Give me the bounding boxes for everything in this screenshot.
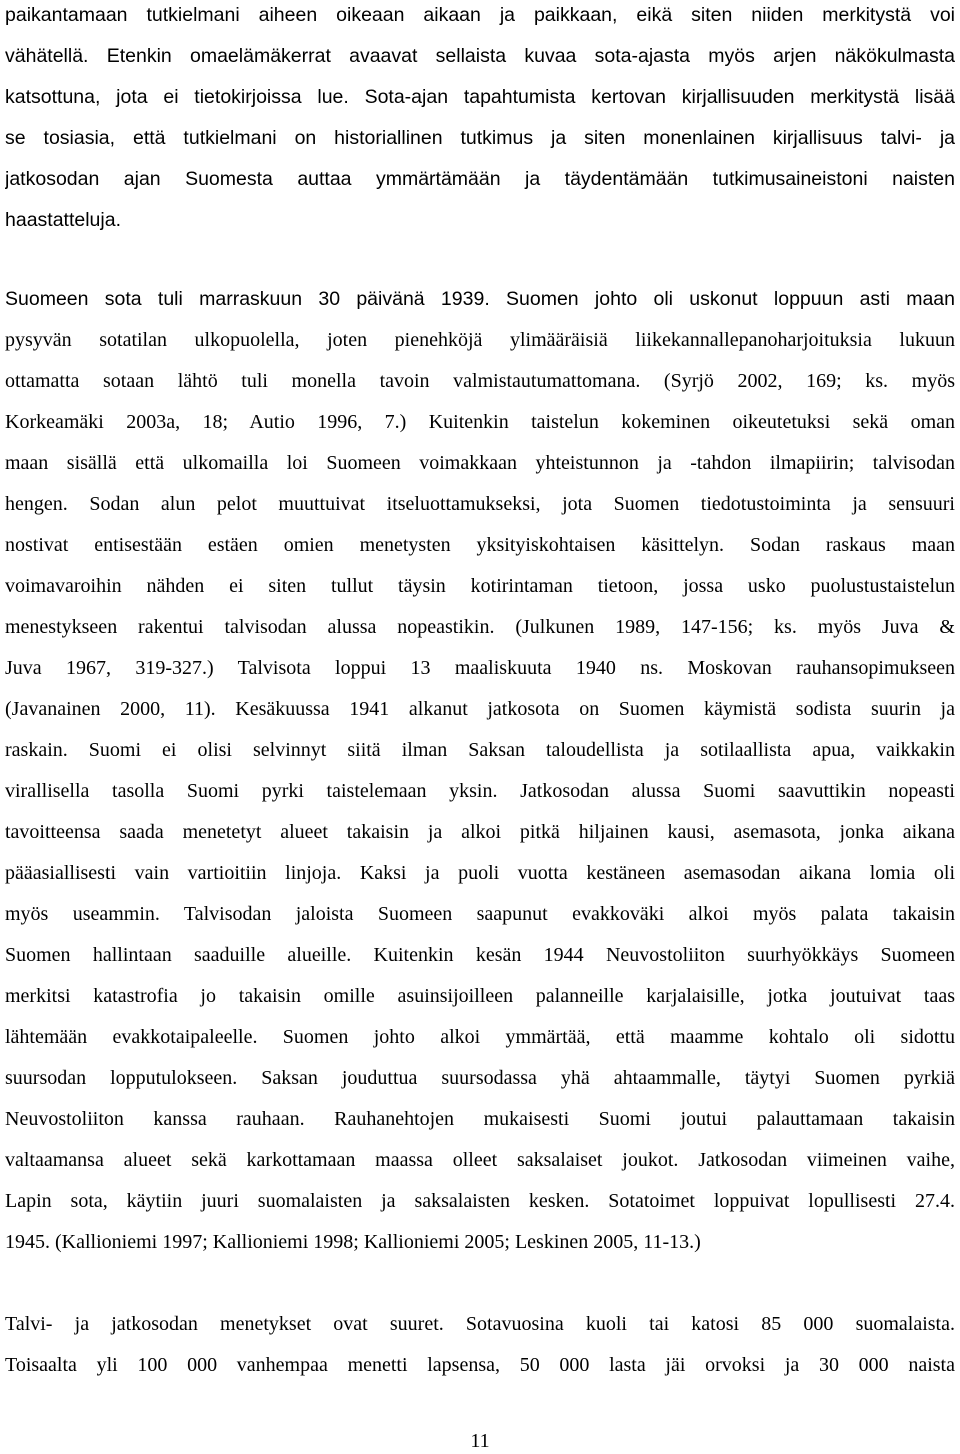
paragraph-2-line-11: (Javanainen 2000, 11). Kesäkuussa 1941 alkanut jatkosota on Suomen käymistä sodista suurin ja (5, 698, 955, 720)
page-number: 11 (470, 1430, 490, 1452)
paragraph-3-line-1: Talvi- ja jatkosodan menetykset ovat suuret. Sotavuosina kuoli tai katosi 85 000 suomalaista. (5, 1313, 955, 1335)
paragraph-2-line-7: nostivat entisestään estäen omien menetysten yksityiskohtaisen käsittelyn. Sodan raskaus maan (5, 534, 955, 556)
paragraph-2-line-22: valtaamansa alueet sekä karkottamaan maassa olleet saksalaiset joukot. Jatkosodan viimeinen vaihe, (5, 1149, 955, 1171)
paragraph-2-line-16: myös useammin. Talvisodan jaloista Suomeen saapunut evakkoväki alkoi myös palata takaisin (5, 903, 955, 925)
paragraph-2-line-1: Suomeen sota tuli marraskuun 30 päivänä 1939. Suomen johto oli uskonut loppuun asti maan (5, 288, 955, 310)
paragraph-2-line-6: hengen. Sodan alun pelot muuttuivat itseluottamukseksi, jota Suomen tiedotustoiminta ja sensuuri (5, 493, 955, 515)
paragraph-2-line-3: ottamatta sotaan lähtö tuli monella tavoin valmistautumattomana. (Syrjö 2002, 169; ks. myös (5, 370, 955, 392)
paragraph-2-line-14: tavoitteensa saada menetetyt alueet takaisin ja alkoi pitkä hiljainen kausi, asemasota, jonka aikana (5, 821, 955, 843)
paragraph-2-line-19: lähtemään evakkotaipaleelle. Suomen johto alkoi ymmärtää, että maamme kohtalo oli sidottu (5, 1026, 955, 1048)
paragraph-2-line-9: menestykseen rakentui talvisodan alussa nopeastikin. (Julkunen 1989, 147-156; ks. myös Juva & (5, 616, 955, 638)
paragraph-2-line-5: maan sisällä että ulkomailla loi Suomeen voimakkaan yhteistunnon ja -tahdon ilmapiirin; talvisodan (5, 452, 955, 474)
paragraph-2-line-12: raskain. Suomi ei olisi selvinnyt siitä ilman Saksan taloudellista ja sotilaallista apua, vaikkakin (5, 739, 955, 761)
paragraph-1-line-3: katsottuna, jota ei tietokirjoissa lue. Sota-ajan tapahtumista kertovan kirjallisuuden merkitystä lisää (5, 86, 955, 108)
paragraph-2-line-23: Lapin sota, käytiin juuri suomalaisten ja saksalaisten kesken. Sotatoimet loppuivat lopullisesti 27.4. (5, 1190, 955, 1212)
paragraph-3-line-2: Toisaalta yli 100 000 vanhempaa menetti lapsensa, 50 000 lasta jäi orvoksi ja 30 000 naista (5, 1354, 955, 1376)
paragraph-2-line-21: Neuvostoliiton kanssa rauhaan. Rauhanehtojen mukaisesti Suomi joutui palauttamaan takaisin (5, 1108, 955, 1130)
paragraph-2-line-17: Suomen hallintaan saaduille alueille. Kuitenkin kesän 1944 Neuvostoliiton suurhyökkäys Suomeen (5, 944, 955, 966)
paragraph-1-line-6: haastatteluja. (5, 209, 122, 231)
paragraph-2-line-8: voimavaroihin nähden ei siten tullut täysin kotirintaman tietoon, jossa usko puolustustaistelun (5, 575, 955, 597)
paragraph-1-line-1: paikantamaan tutkielmani aiheen oikeaan aikaan ja paikkaan, eikä siten niiden merkitystä voi (5, 4, 955, 26)
paragraph-1-line-2: vähätellä. Etenkin omaelämäkerrat avaavat sellaista kuvaa sota-ajasta myös arjen näkökulmasta (5, 45, 955, 67)
paragraph-2-line-18: merkitsi katastrofia jo takaisin omille asuinsijoilleen palanneille karjalaisille, jotka joutuivat taas (5, 985, 955, 1007)
paragraph-2-line-13: virallisella tasolla Suomi pyrki taistelemaan yksin. Jatkosodan alussa Suomi saavuttikin nopeasti (5, 780, 955, 802)
paragraph-1-line-4: se tosiasia, että tutkielmani on historiallinen tutkimus ja siten monenlainen kirjallisuus talvi- ja (5, 127, 955, 149)
paragraph-2-line-2: pysyvän sotatilan ulkopuolella, joten pienehköjä ylimääräisiä liikekannallepanoharjoituksia lukuun (5, 329, 955, 351)
paragraph-2-line-15: pääasiallisesti vain vartioitiin linjoja. Kaksi ja puoli vuotta kestäneen asemasodan aikana lomia oli (5, 862, 955, 884)
paragraph-2-line-10: Juva 1967, 319-327.) Talvisota loppui 13 maaliskuuta 1940 ns. Moskovan rauhansopimukseen (5, 657, 955, 679)
paragraph-1-line-5: jatkosodan ajan Suomesta auttaa ymmärtämään ja täydentämään tutkimusaineistoni naisten (5, 168, 955, 190)
paragraph-2-line-24: 1945. (Kallioniemi 1997; Kallioniemi 1998; Kallioniemi 2005; Leskinen 2005, 11-13.) (5, 1231, 701, 1253)
paragraph-2-line-4: Korkeamäki 2003a, 18; Autio 1996, 7.) Kuitenkin taistelun kokeminen oikeutetuksi sekä oman (5, 411, 955, 433)
paragraph-2-line-20: suursodan lopputulokseen. Saksan jouduttua suursodassa yhä ahtaammalle, täytyi Suomen pyrkiä (5, 1067, 955, 1089)
